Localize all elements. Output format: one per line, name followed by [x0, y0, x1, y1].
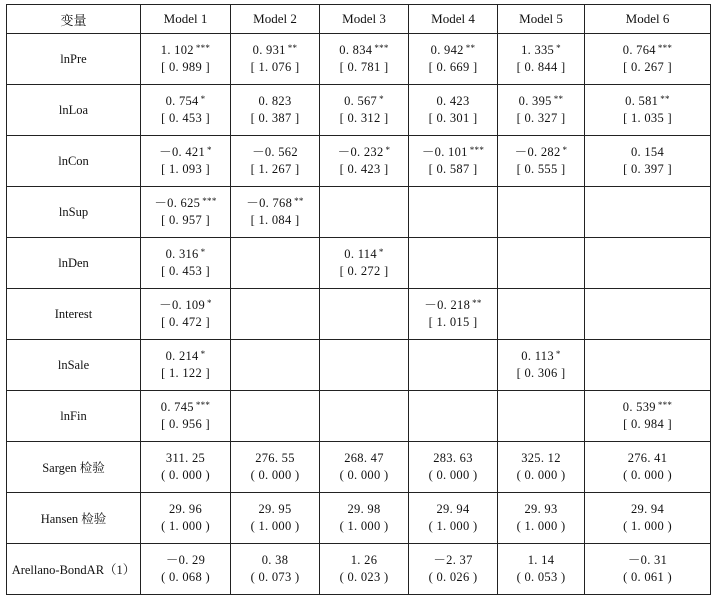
coefficient-value: 0. 931: [252, 43, 286, 57]
standard-error-value: ( 0. 000 ): [339, 468, 389, 482]
table-row: [7, 544, 711, 595]
coefficient-line: [320, 93, 408, 110]
coefficient-value: －0. 218: [424, 298, 471, 312]
row-variable-label: Hansen 检验: [7, 493, 141, 544]
header-row: [7, 5, 711, 34]
coefficient-line: [231, 195, 319, 212]
coefficient-line: [320, 501, 408, 518]
coefficient-line: [141, 501, 230, 518]
coefficient-value: 0. 834: [339, 43, 373, 57]
table-cell: [409, 238, 498, 289]
table-row: [7, 238, 711, 289]
table-cell: [320, 391, 409, 442]
coefficient-value: 29. 95: [258, 502, 292, 516]
table-cell: [320, 85, 409, 136]
table-cell: [585, 340, 711, 391]
coefficient-value: －0. 232: [337, 145, 384, 159]
standard-error-value: [ 0. 423 ]: [339, 162, 389, 176]
row-variable-label: Arellano-BondAR（1）: [7, 544, 141, 595]
table-cell: [141, 340, 231, 391]
significance-stars: ***: [657, 400, 673, 410]
regression-table-container: [6, 4, 710, 595]
significance-stars: *: [207, 145, 212, 155]
significance-stars: **: [553, 94, 564, 104]
standard-error-value: ( 0. 026 ): [428, 570, 478, 584]
table-cell: [231, 442, 320, 493]
coefficient-line: [498, 93, 584, 110]
table-cell: [498, 391, 585, 442]
significance-stars: *: [207, 298, 212, 308]
coefficient-line: [585, 399, 710, 416]
standard-error-value: [ 1. 093 ]: [161, 162, 210, 176]
table-cell: [409, 136, 498, 187]
coefficient-value: 0. 38: [261, 553, 289, 567]
significance-stars: *: [200, 247, 206, 257]
table-cell: [409, 340, 498, 391]
standard-error-value: ( 0. 073 ): [250, 570, 300, 584]
coefficient-value: 0. 214: [165, 349, 199, 363]
significance-stars: *: [555, 349, 561, 359]
table-cell: [585, 493, 711, 544]
coefficient-value: 0. 823: [258, 94, 292, 108]
coefficient-value: －0. 421: [159, 145, 206, 159]
table-row: [7, 85, 711, 136]
table-cell: [320, 340, 409, 391]
row-variable-label: lnSale: [7, 340, 141, 391]
table-cell: [320, 544, 409, 595]
standard-error-value: [ 0. 453 ]: [161, 264, 210, 278]
table-cell: [409, 391, 498, 442]
coefficient-line: [141, 144, 230, 161]
significance-stars: ***: [195, 43, 211, 53]
coefficient-value: －0. 29: [165, 553, 206, 567]
standard-error-value: ( 1. 000 ): [516, 519, 566, 533]
coefficient-line: [141, 552, 230, 569]
coefficient-line: [141, 297, 230, 314]
coefficient-line: [141, 399, 230, 416]
significance-stars: **: [294, 196, 304, 206]
row-variable-label: lnPre: [7, 34, 141, 85]
coefficient-line: [585, 144, 710, 161]
standard-error-value: ( 1. 000 ): [161, 519, 210, 533]
table-cell: [498, 238, 585, 289]
coefficient-value: 0. 154: [630, 145, 665, 159]
table-row: [7, 289, 711, 340]
table-cell: [141, 391, 231, 442]
coefficient-line: [141, 246, 230, 263]
coefficient-value: 29. 96: [168, 502, 203, 516]
significance-stars: *: [562, 145, 568, 155]
standard-error-value: [ 0. 956 ]: [161, 417, 210, 431]
coefficient-line: [585, 501, 710, 518]
table-cell: [498, 340, 585, 391]
coefficient-line: [231, 450, 319, 467]
coefficient-line: [585, 552, 710, 569]
table-cell: [231, 289, 320, 340]
row-variable-label: lnLoa: [7, 85, 141, 136]
standard-error-value: [ 0. 327 ]: [516, 111, 566, 125]
coefficient-line: [498, 348, 584, 365]
standard-error-value: [ 0. 387 ]: [250, 111, 300, 125]
standard-error-value: [ 1. 076 ]: [250, 60, 300, 74]
coefficient-value: 1. 335: [521, 43, 555, 57]
row-variable-label: Interest: [7, 289, 141, 340]
table-cell: [231, 544, 320, 595]
coefficient-line: [409, 42, 497, 59]
header-model-3: Model 3: [320, 5, 409, 34]
coefficient-line: [498, 450, 584, 467]
table-cell: [141, 238, 231, 289]
coefficient-line: [231, 144, 319, 161]
coefficient-line: [141, 348, 230, 365]
coefficient-value: 0. 942: [430, 43, 464, 57]
standard-error-value: ( 0. 023 ): [339, 570, 389, 584]
table-cell: [498, 136, 585, 187]
row-variable-label: lnFin: [7, 391, 141, 442]
significance-stars: **: [465, 43, 476, 53]
coefficient-value: 0. 581: [625, 94, 659, 108]
coefficient-value: 283. 63: [433, 451, 473, 465]
coefficient-value: 268. 47: [344, 451, 384, 465]
table-cell: [231, 493, 320, 544]
significance-stars: **: [472, 298, 482, 308]
standard-error-value: [ 0. 957 ]: [161, 213, 210, 227]
significance-stars: *: [200, 94, 206, 104]
table-cell: [320, 493, 409, 544]
coefficient-line: [498, 42, 584, 59]
coefficient-line: [320, 42, 408, 59]
coefficient-line: [320, 450, 408, 467]
table-cell: [141, 544, 231, 595]
standard-error-value: ( 1. 000 ): [428, 519, 478, 533]
significance-stars: **: [660, 94, 670, 104]
standard-error-value: [ 0. 844 ]: [516, 60, 566, 74]
standard-error-value: [ 0. 306 ]: [516, 366, 566, 380]
regression-results-table: [6, 4, 711, 595]
table-cell: [498, 493, 585, 544]
header-model-4: Model 4: [409, 5, 498, 34]
coefficient-value: 0. 745: [160, 400, 194, 414]
standard-error-value: [ 0. 781 ]: [339, 60, 389, 74]
coefficient-value: －0. 101: [421, 145, 468, 159]
header-model-1: Model 1: [141, 5, 231, 34]
table-cell: [141, 493, 231, 544]
header-model-2: Model 2: [231, 5, 320, 34]
coefficient-value: 0. 114: [344, 247, 377, 261]
coefficient-line: [231, 42, 319, 59]
significance-stars: *: [200, 349, 206, 359]
significance-stars: ***: [374, 43, 389, 53]
table-cell: [409, 442, 498, 493]
table-row: [7, 493, 711, 544]
table-cell: [320, 289, 409, 340]
table-cell: [231, 391, 320, 442]
coefficient-value: 1. 14: [527, 553, 555, 567]
table-row: [7, 340, 711, 391]
table-cell: [320, 187, 409, 238]
coefficient-value: 311. 25: [165, 451, 206, 465]
coefficient-value: 29. 93: [524, 502, 558, 516]
table-row: [7, 34, 711, 85]
table-cell: [231, 85, 320, 136]
header-variable: 变量: [7, 5, 141, 34]
table-cell: [585, 238, 711, 289]
significance-stars: *: [556, 43, 561, 53]
coefficient-line: [409, 501, 497, 518]
table-cell: [409, 85, 498, 136]
table-cell: [585, 442, 711, 493]
table-cell: [498, 544, 585, 595]
coefficient-line: [498, 501, 584, 518]
standard-error-value: ( 0. 000 ): [161, 468, 210, 482]
coefficient-line: [231, 93, 319, 110]
table-cell: [320, 442, 409, 493]
coefficient-line: [141, 450, 230, 467]
significance-stars: *: [379, 94, 384, 104]
standard-error-value: ( 0. 061 ): [623, 570, 672, 584]
table-cell: [585, 136, 711, 187]
table-cell: [320, 238, 409, 289]
coefficient-line: [409, 297, 497, 314]
table-row: [7, 187, 711, 238]
standard-error-value: ( 0. 000 ): [623, 468, 672, 482]
coefficient-line: [498, 552, 584, 569]
coefficient-line: [141, 195, 230, 212]
standard-error-value: [ 0. 267 ]: [623, 60, 672, 74]
coefficient-line: [409, 552, 497, 569]
coefficient-line: [320, 552, 408, 569]
standard-error-value: ( 0. 000 ): [516, 468, 566, 482]
coefficient-value: 325. 12: [521, 451, 561, 465]
coefficient-line: [320, 144, 408, 161]
coefficient-value: 29. 98: [347, 502, 381, 516]
coefficient-value: 0. 316: [165, 247, 199, 261]
coefficient-line: [585, 93, 710, 110]
significance-stars: *: [378, 247, 384, 257]
coefficient-line: [585, 450, 710, 467]
table-body: [7, 34, 711, 595]
table-cell: [409, 289, 498, 340]
coefficient-value: 0. 539: [622, 400, 656, 414]
standard-error-value: [ 1. 035 ]: [623, 111, 672, 125]
table-cell: [585, 34, 711, 85]
table-cell: [231, 187, 320, 238]
coefficient-line: [585, 42, 710, 59]
significance-stars: ***: [202, 196, 217, 206]
standard-error-value: [ 0. 272 ]: [339, 264, 389, 278]
coefficient-value: －0. 31: [627, 553, 668, 567]
coefficient-line: [231, 501, 319, 518]
table-cell: [231, 136, 320, 187]
coefficient-line: [231, 552, 319, 569]
standard-error-value: ( 0. 000 ): [250, 468, 300, 482]
standard-error-value: [ 0. 397 ]: [623, 162, 672, 176]
coefficient-line: [409, 450, 497, 467]
standard-error-value: [ 1. 084 ]: [250, 213, 300, 227]
table-cell: [141, 136, 231, 187]
table-cell: [585, 289, 711, 340]
coefficient-value: 276. 55: [255, 451, 295, 465]
coefficient-value: －2. 37: [433, 553, 473, 567]
header-model-5: Model 5: [498, 5, 585, 34]
standard-error-value: ( 0. 068 ): [161, 570, 210, 584]
coefficient-value: －0. 282: [514, 145, 561, 159]
coefficient-line: [141, 42, 230, 59]
coefficient-value: －0. 768: [246, 196, 293, 210]
significance-stars: **: [287, 43, 298, 53]
significance-stars: *: [385, 145, 391, 155]
standard-error-value: ( 1. 000 ): [339, 519, 389, 533]
table-cell: [409, 187, 498, 238]
table-cell: [585, 85, 711, 136]
coefficient-value: －0. 109: [159, 298, 206, 312]
coefficient-line: [409, 144, 497, 161]
coefficient-value: －0. 562: [252, 145, 298, 159]
table-cell: [498, 85, 585, 136]
table-cell: [141, 187, 231, 238]
standard-error-value: [ 0. 984 ]: [623, 417, 672, 431]
standard-error-value: ( 0. 000 ): [428, 468, 478, 482]
standard-error-value: [ 0. 989 ]: [161, 60, 210, 74]
header-model-6: Model 6: [585, 5, 711, 34]
standard-error-value: ( 1. 000 ): [250, 519, 300, 533]
standard-error-value: [ 1. 122 ]: [161, 366, 210, 380]
standard-error-value: [ 0. 301 ]: [428, 111, 478, 125]
standard-error-value: [ 0. 587 ]: [428, 162, 478, 176]
table-cell: [141, 34, 231, 85]
table-cell: [141, 442, 231, 493]
standard-error-value: [ 1. 015 ]: [428, 315, 478, 329]
coefficient-value: 276. 41: [627, 451, 668, 465]
coefficient-value: 29. 94: [436, 502, 470, 516]
table-cell: [231, 340, 320, 391]
standard-error-value: [ 0. 453 ]: [161, 111, 210, 125]
table-cell: [320, 34, 409, 85]
table-cell: [498, 442, 585, 493]
coefficient-line: [498, 144, 584, 161]
table-cell: [498, 187, 585, 238]
coefficient-value: 1. 26: [350, 553, 378, 567]
standard-error-value: [ 1. 267 ]: [250, 162, 300, 176]
table-cell: [409, 34, 498, 85]
standard-error-value: ( 1. 000 ): [623, 519, 672, 533]
coefficient-line: [320, 246, 408, 263]
standard-error-value: ( 0. 053 ): [516, 570, 566, 584]
coefficient-line: [141, 93, 230, 110]
coefficient-value: 0. 395: [518, 94, 552, 108]
coefficient-line: [409, 93, 497, 110]
significance-stars: ***: [657, 43, 673, 53]
table-cell: [498, 289, 585, 340]
coefficient-value: 29. 94: [630, 502, 665, 516]
significance-stars: ***: [195, 400, 211, 410]
table-row: [7, 391, 711, 442]
coefficient-value: 0. 764: [622, 43, 656, 57]
table-cell: [141, 289, 231, 340]
table-row: [7, 442, 711, 493]
significance-stars: ***: [469, 145, 485, 155]
table-cell: [585, 187, 711, 238]
table-cell: [409, 544, 498, 595]
table-cell: [409, 493, 498, 544]
table-cell: [231, 238, 320, 289]
row-variable-label: Sargen 检验: [7, 442, 141, 493]
table-cell: [231, 34, 320, 85]
table-cell: [320, 136, 409, 187]
table-cell: [141, 85, 231, 136]
table-cell: [585, 391, 711, 442]
table-cell: [585, 544, 711, 595]
coefficient-value: 0. 567: [344, 94, 378, 108]
table-row: [7, 136, 711, 187]
row-variable-label: lnSup: [7, 187, 141, 238]
coefficient-value: 0. 113: [521, 349, 554, 363]
standard-error-value: [ 0. 555 ]: [516, 162, 566, 176]
coefficient-value: 1. 102: [160, 43, 194, 57]
table-cell: [498, 34, 585, 85]
row-variable-label: lnCon: [7, 136, 141, 187]
standard-error-value: [ 0. 312 ]: [339, 111, 389, 125]
coefficient-value: 0. 754: [165, 94, 199, 108]
coefficient-value: －0. 625: [154, 196, 201, 210]
standard-error-value: [ 0. 669 ]: [428, 60, 478, 74]
row-variable-label: lnDen: [7, 238, 141, 289]
standard-error-value: [ 0. 472 ]: [161, 315, 210, 329]
coefficient-value: 0. 423: [436, 94, 470, 108]
